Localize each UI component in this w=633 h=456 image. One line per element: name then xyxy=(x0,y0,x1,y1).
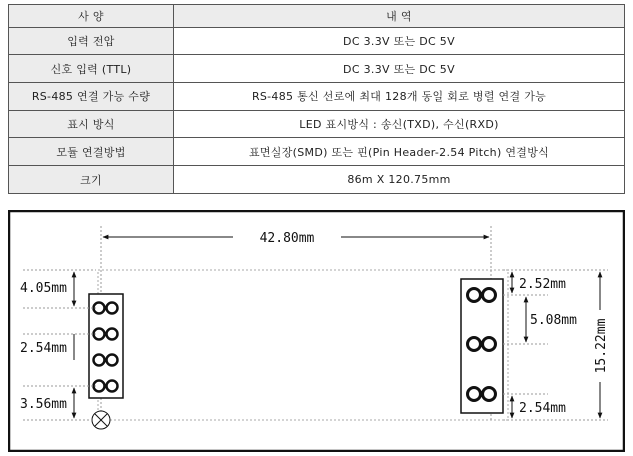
row-key: 모듈 연결방법 xyxy=(9,138,174,166)
table-row xyxy=(9,83,625,111)
header-value: 내 역 xyxy=(174,5,625,28)
right-bottom-label: 2.54mm xyxy=(519,401,566,416)
row-value: DC 3.3V 또는 DC 5V xyxy=(174,27,625,55)
row-value: 86m X 120.75mm xyxy=(174,166,625,194)
row-value: DC 3.3V 또는 DC 5V xyxy=(174,55,625,83)
spec-table xyxy=(8,4,625,194)
left-pin-header xyxy=(89,294,123,398)
table-row xyxy=(9,27,625,55)
left-pitch-label: 2.54mm xyxy=(20,341,67,356)
left-bottom-label: 3.56mm xyxy=(20,397,67,412)
module-dimension-drawing xyxy=(8,210,625,452)
header-key: 사 양 xyxy=(9,5,174,28)
row-key: 입력 전압 xyxy=(9,27,174,55)
row-key: RS-485 연결 가능 수량 xyxy=(9,83,174,111)
table-row xyxy=(9,166,625,194)
table-row xyxy=(9,138,625,166)
right-pin-header xyxy=(461,279,503,413)
row-value: 표면실장(SMD) 또는 핀(Pin Header-2.54 Pitch) 연결방식 xyxy=(174,138,625,166)
row-key: 크기 xyxy=(9,166,174,194)
left-top-label: 4.05mm xyxy=(20,281,67,296)
right-top-label: 2.52mm xyxy=(519,277,566,292)
table-row xyxy=(9,55,625,83)
table-row xyxy=(9,110,625,138)
row-value: LED 표시방식 : 송신(TXD), 수신(RXD) xyxy=(174,110,625,138)
row-key: 신호 입력 (TTL) xyxy=(9,55,174,83)
row-value: RS-485 통신 선로에 최대 128개 동일 회로 병렬 연결 가능 xyxy=(174,83,625,111)
table-header-row xyxy=(9,5,625,28)
width-label: 42.80mm xyxy=(259,231,315,246)
right-height-label: 15.22mm xyxy=(594,318,609,374)
row-key: 표시 방식 xyxy=(9,110,174,138)
right-gap-label: 5.08mm xyxy=(530,313,577,328)
mounting-hole-icon xyxy=(92,411,110,429)
